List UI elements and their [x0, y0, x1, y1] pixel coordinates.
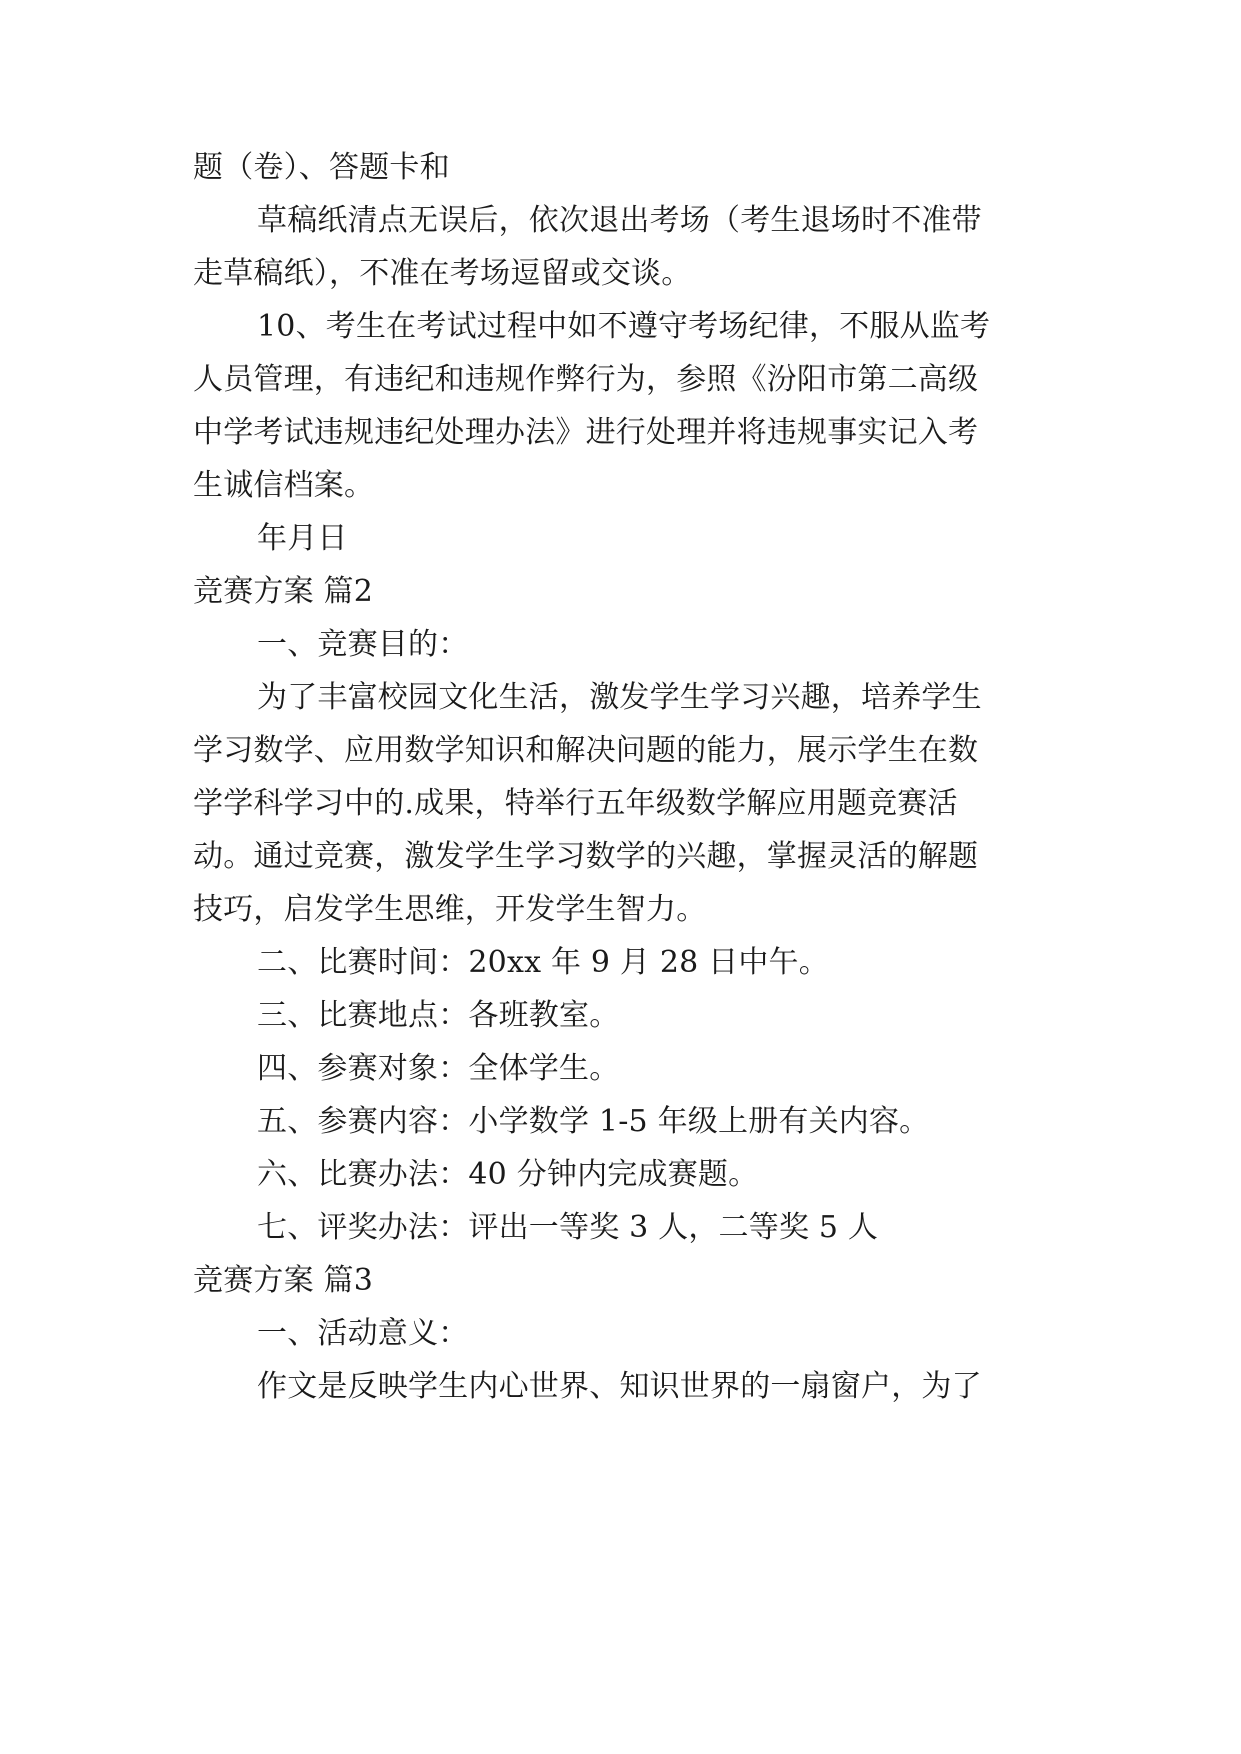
list-item: 三、比赛地点：各班教室。 [257, 998, 620, 1033]
list-item: 六、比赛办法：40 分钟内完成赛题。 [257, 1157, 759, 1192]
list-item: 七、评奖办法：评出一等奖 3 人，二等奖 5 人 [257, 1210, 879, 1245]
text-line: 走草稿纸），不准在考场逗留或交谈。 [193, 256, 692, 291]
date-placeholder-line: 年月日 [257, 521, 348, 556]
list-item: 四、参赛对象：全体学生。 [257, 1051, 620, 1086]
section-heading: 竞赛方案 篇2 [193, 574, 374, 609]
text-line: 技巧，启发学生思维，开发学生智力。 [193, 892, 707, 927]
text-line: 作文是反映学生内心世界、知识世界的一扇窗户，为了 [257, 1369, 982, 1404]
text-line: 人员管理，有违纪和违规作弊行为，参照《汾阳市第二高级 [193, 362, 979, 397]
section-heading: 竞赛方案 篇3 [193, 1263, 374, 1298]
subsection-heading: 一、竞赛目的： [257, 627, 469, 662]
text-line: 学学科学习中的.成果，特举行五年级数学解应用题竞赛活 [193, 786, 958, 821]
text-line: 生诚信档案。 [193, 468, 375, 503]
text-line: 题（卷）、答题卡和 [193, 150, 450, 185]
subsection-heading: 一、活动意义： [257, 1316, 469, 1351]
text-line: 中学考试违规违纪处理办法》进行处理并将违规事实记入考 [193, 415, 979, 450]
text-line: 10、考生在考试过程中如不遵守考场纪律，不服从监考 [257, 309, 991, 344]
list-item: 二、比赛时间：20xx 年 9 月 28 日中午。 [257, 945, 829, 980]
text-line: 学习数学、应用数学知识和解决问题的能力，展示学生在数 [193, 733, 979, 768]
text-line: 动。通过竞赛，激发学生学习数学的兴趣，掌握灵活的解题 [193, 839, 979, 874]
text-line: 为了丰富校园文化生活，激发学生学习兴趣，培养学生 [257, 680, 982, 715]
text-line: 草稿纸清点无误后，依次退出考场（考生退场时不准带 [257, 203, 982, 238]
list-item: 五、参赛内容：小学数学 1-5 年级上册有关内容。 [257, 1104, 930, 1139]
